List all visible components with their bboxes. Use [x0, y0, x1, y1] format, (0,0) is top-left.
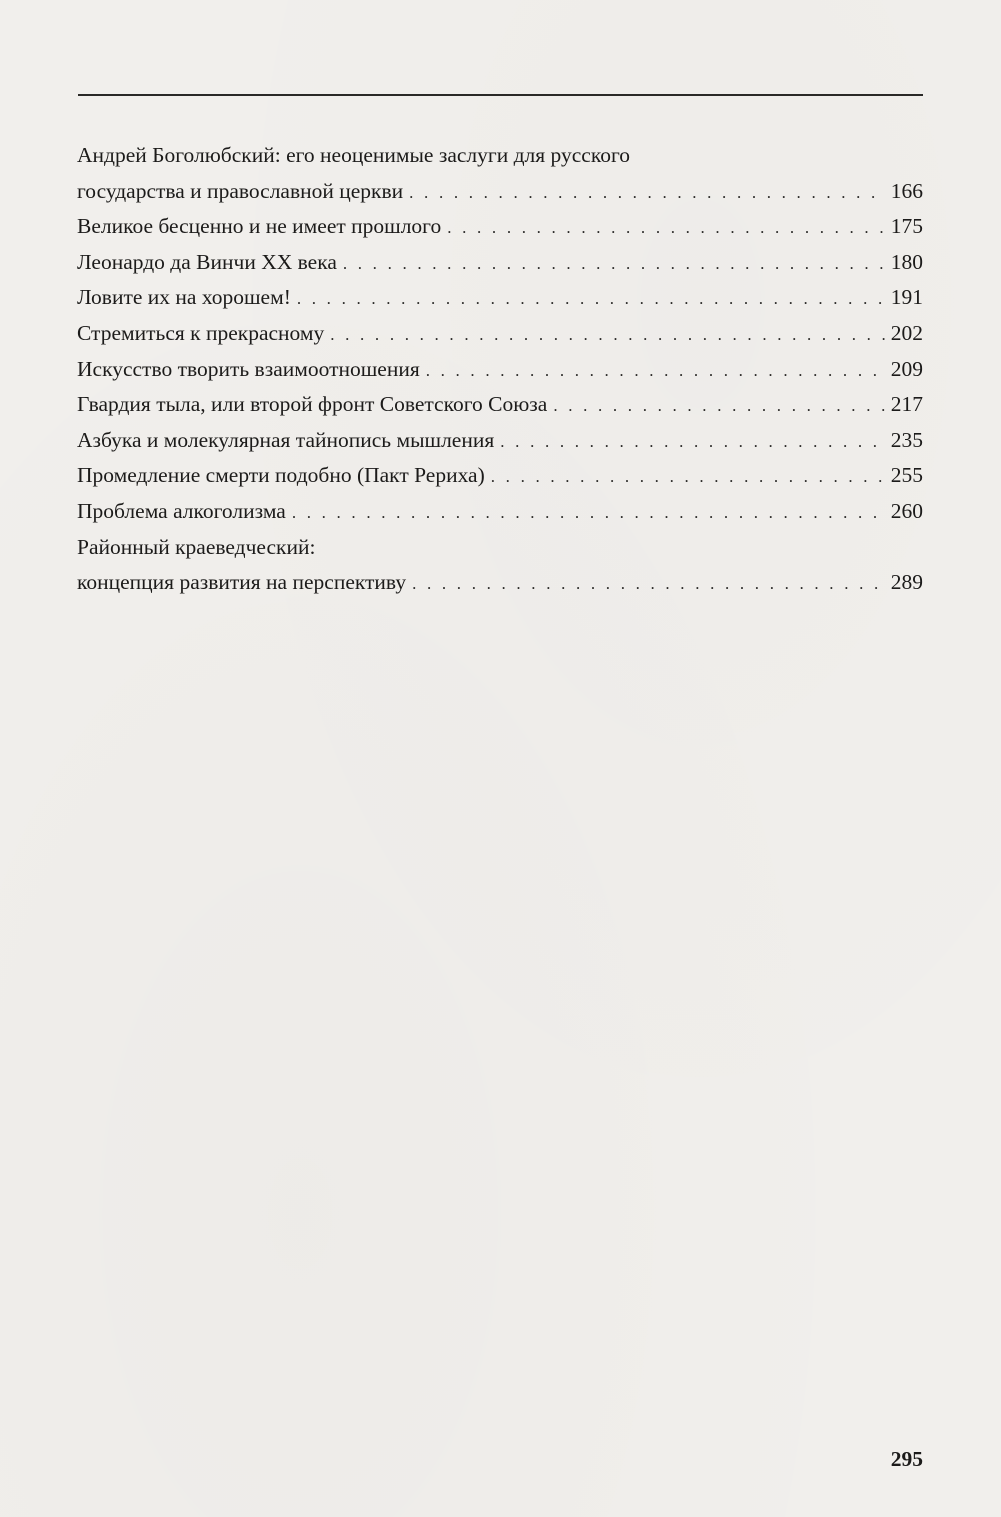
- dot-leader: [447, 210, 885, 246]
- toc-line: [77, 138, 923, 174]
- toc-page-number: 209: [890, 356, 923, 381]
- toc-entry: [77, 352, 923, 388]
- top-rule: [78, 94, 923, 96]
- toc-line: [77, 352, 923, 388]
- toc-title: Искусство творить взаимоотношения: [77, 356, 420, 381]
- toc-title: Гвардия тыла, или второй фронт Советского Союза: [77, 392, 548, 417]
- toc-entry: [77, 209, 923, 245]
- toc-entry: [77, 387, 923, 423]
- toc-title: Андрей Боголюбский: его неоценимые заслуги для русского: [77, 143, 630, 167]
- toc-page-number: 255: [890, 463, 923, 488]
- toc-line: [77, 423, 923, 459]
- dot-leader: [553, 388, 884, 424]
- toc-line: [77, 280, 923, 316]
- toc-page-number: 235: [890, 427, 923, 452]
- toc-entry: [77, 316, 923, 352]
- toc-title: Районный краеведческий:: [77, 534, 316, 559]
- toc-title: концепция развития на перспективу: [77, 570, 407, 595]
- toc-line: [77, 565, 923, 601]
- dot-leader: [409, 175, 885, 211]
- toc-entry: [77, 458, 923, 494]
- dot-leader: [412, 566, 885, 602]
- toc-line: [77, 174, 923, 210]
- toc-entry: [77, 423, 923, 459]
- toc-title: Ловите их на хорошем!: [77, 285, 291, 310]
- dot-leader: [330, 317, 885, 353]
- toc-line: [77, 458, 923, 494]
- toc-page-number: 260: [890, 498, 923, 523]
- toc-line: [77, 530, 923, 566]
- toc-page-number: 191: [890, 285, 923, 310]
- toc-title: Азбука и молекулярная тайнопись мышления: [77, 427, 495, 452]
- toc-entry: [77, 530, 923, 601]
- toc-title: Великое бесценно и не имеет прошлого: [77, 214, 442, 239]
- table-of-contents: [77, 138, 923, 601]
- toc-line: [77, 494, 923, 530]
- toc-title: Проблема алкоголизма: [77, 498, 286, 523]
- toc-page-number: 202: [890, 320, 923, 345]
- toc-page-number: 180: [890, 249, 923, 274]
- toc-entry: [77, 245, 923, 281]
- toc-entry: [77, 494, 923, 530]
- toc-page-number: 217: [890, 392, 923, 417]
- dot-leader: [426, 353, 885, 389]
- toc-title: Промедление смерти подобно (Пакт Рериха): [77, 463, 485, 488]
- dot-leader: [491, 459, 885, 495]
- dot-leader: [500, 424, 884, 460]
- dot-leader: [343, 246, 885, 282]
- toc-line: [77, 316, 923, 352]
- toc-line: [77, 387, 923, 423]
- toc-entry: [77, 138, 923, 209]
- toc-page-number: 175: [890, 214, 923, 239]
- toc-title: Леонардо да Винчи XX века: [77, 249, 337, 274]
- toc-page-number: 289: [890, 570, 923, 595]
- toc-page-number: 166: [890, 178, 923, 203]
- dot-leader: [297, 281, 885, 317]
- dot-leader: [292, 495, 885, 531]
- page-number: 295: [890, 1447, 923, 1471]
- toc-title: государства и православной церкви: [77, 178, 404, 203]
- toc-entry: [77, 280, 923, 316]
- toc-line: [77, 245, 923, 281]
- toc-line: [77, 209, 923, 245]
- toc-title: Стремиться к прекрасному: [77, 320, 325, 345]
